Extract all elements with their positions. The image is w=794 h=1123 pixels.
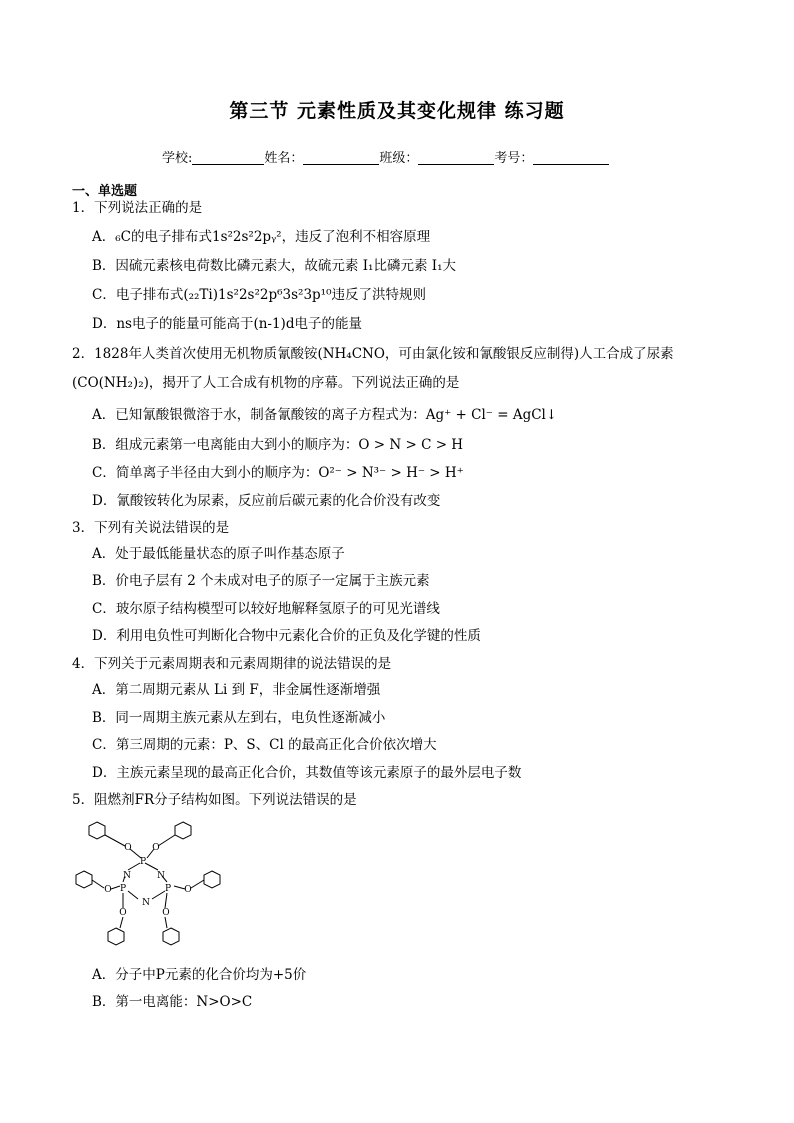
mol-o-3: O	[104, 885, 112, 895]
phenyl-ring-3	[76, 871, 92, 888]
student-info-row	[162, 147, 609, 166]
class-label: 班级：	[379, 151, 419, 166]
phenyl-ring-6	[163, 928, 179, 945]
mol-o-1: O	[124, 843, 132, 853]
question-1-stem: 1．下列说法正确的是	[72, 200, 203, 216]
question-2-option-d: D．氰酸铵转化为尿素，反应前后碳元素的化合价没有改变	[92, 493, 441, 509]
question-3-option-c: C．玻尔原子结构模型可以较好地解释氢原子的可见光谱线	[92, 601, 440, 617]
question-1-option-c: C．电子排布式(₂₂Ti)1s²2s²2p⁶3s²3p¹⁰违反了洪特规则	[92, 287, 426, 303]
phenyl-ring-2	[175, 822, 191, 839]
mol-n-2: N	[157, 871, 165, 881]
question-4-stem: 4．下列关于元素周期表和元素周期律的说法错误的是	[72, 656, 392, 672]
school-blank[interactable]	[192, 150, 264, 165]
phenyl-ring-5	[108, 928, 124, 945]
question-4-option-a: A．第二周期元素从 Li 到 F，非金属性逐渐增强	[92, 682, 381, 698]
mol-o-2: O	[152, 843, 160, 853]
question-2-option-b: B．组成元素第一电离能由大到小的顺序为：O > N > C > H	[92, 437, 464, 453]
name-label: 姓名：	[264, 151, 304, 166]
question-4-option-d: D．主族元素呈现的最高正化合价，其数值等该元素原子的最外层电子数	[92, 765, 522, 781]
question-2-option-a: A．已知氰酸银微溶于水，制备氰酸铵的离子方程式为：Ag⁺ + Cl⁻ = AgCl↓	[92, 407, 558, 423]
question-5-stem: 5．阻燃剂FR分子结构如图。下列说法错误的是	[72, 792, 357, 808]
mol-o-5: O	[119, 908, 127, 918]
section-heading: 一、单选题	[72, 184, 138, 199]
question-3-stem: 3．下列有关说法错误的是	[72, 520, 230, 536]
question-2-stem-line2: (CO(NH₂)₂)，揭开了人工合成有机物的序幕。下列说法正确的是	[72, 375, 460, 391]
number-label: 考号：	[494, 151, 534, 166]
mol-o-4: O	[184, 885, 192, 895]
mol-n-3: N	[142, 898, 150, 908]
mol-p-3: P	[164, 884, 172, 894]
question-3-option-b: B．价电子层有 2 个未成对电子的原子一定属于主族元素	[92, 573, 430, 589]
class-blank[interactable]	[418, 150, 494, 165]
phenyl-ring-4	[204, 871, 220, 888]
mol-p-1: P	[139, 857, 147, 867]
question-4-option-b: B．同一周期主族元素从左到右，电负性逐渐减小	[92, 710, 386, 726]
mol-p-2: P	[119, 884, 127, 894]
number-blank[interactable]	[533, 150, 609, 165]
question-5-option-b: B．第一电离能：N>O>C	[92, 994, 253, 1010]
mol-n-1: N	[123, 871, 131, 881]
question-1-option-b: B．因硫元素核电荷数比磷元素大，故硫元素 I₁比磷元素 I₁大	[92, 258, 456, 274]
name-blank[interactable]	[303, 150, 379, 165]
mol-o-6: O	[162, 908, 170, 918]
question-1-option-a: A．₆C的电子排布式1s²2s²2pᵧ²，违反了泡利不相容原理	[92, 229, 431, 245]
question-3-option-a: A．处于最低能量状态的原子叫作基态原子	[92, 546, 345, 562]
fr-molecule-structure	[70, 816, 230, 956]
question-5-option-a: A．分子中P元素的化合价均为+5价	[92, 967, 307, 983]
school-label: 学校:	[162, 151, 193, 166]
question-4-option-c: C．第三周期的元素：P、S、Cl 的最高正化合价依次增大	[92, 737, 437, 753]
phenyl-ring-1	[89, 822, 105, 839]
question-3-option-d: D．利用电负性可判断化合物中元素化合价的正负及化学键的性质	[92, 628, 481, 644]
question-2-option-c: C．简单离子半径由大到小的顺序为：O²⁻ > N³⁻ > H⁻ > H⁺	[92, 465, 464, 481]
page-title: 第三节 元素性质及其变化规律 练习题	[229, 100, 565, 122]
question-2-stem-line1: 2．1828年人类首次使用无机物质氰酸铵(NH₄CNO，可由氯化铵和氰酸银反应制得)人工合成了尿素	[72, 346, 674, 362]
question-1-option-d: D．ns电子的能量可能高于(n-1)d电子的能量	[92, 316, 362, 332]
